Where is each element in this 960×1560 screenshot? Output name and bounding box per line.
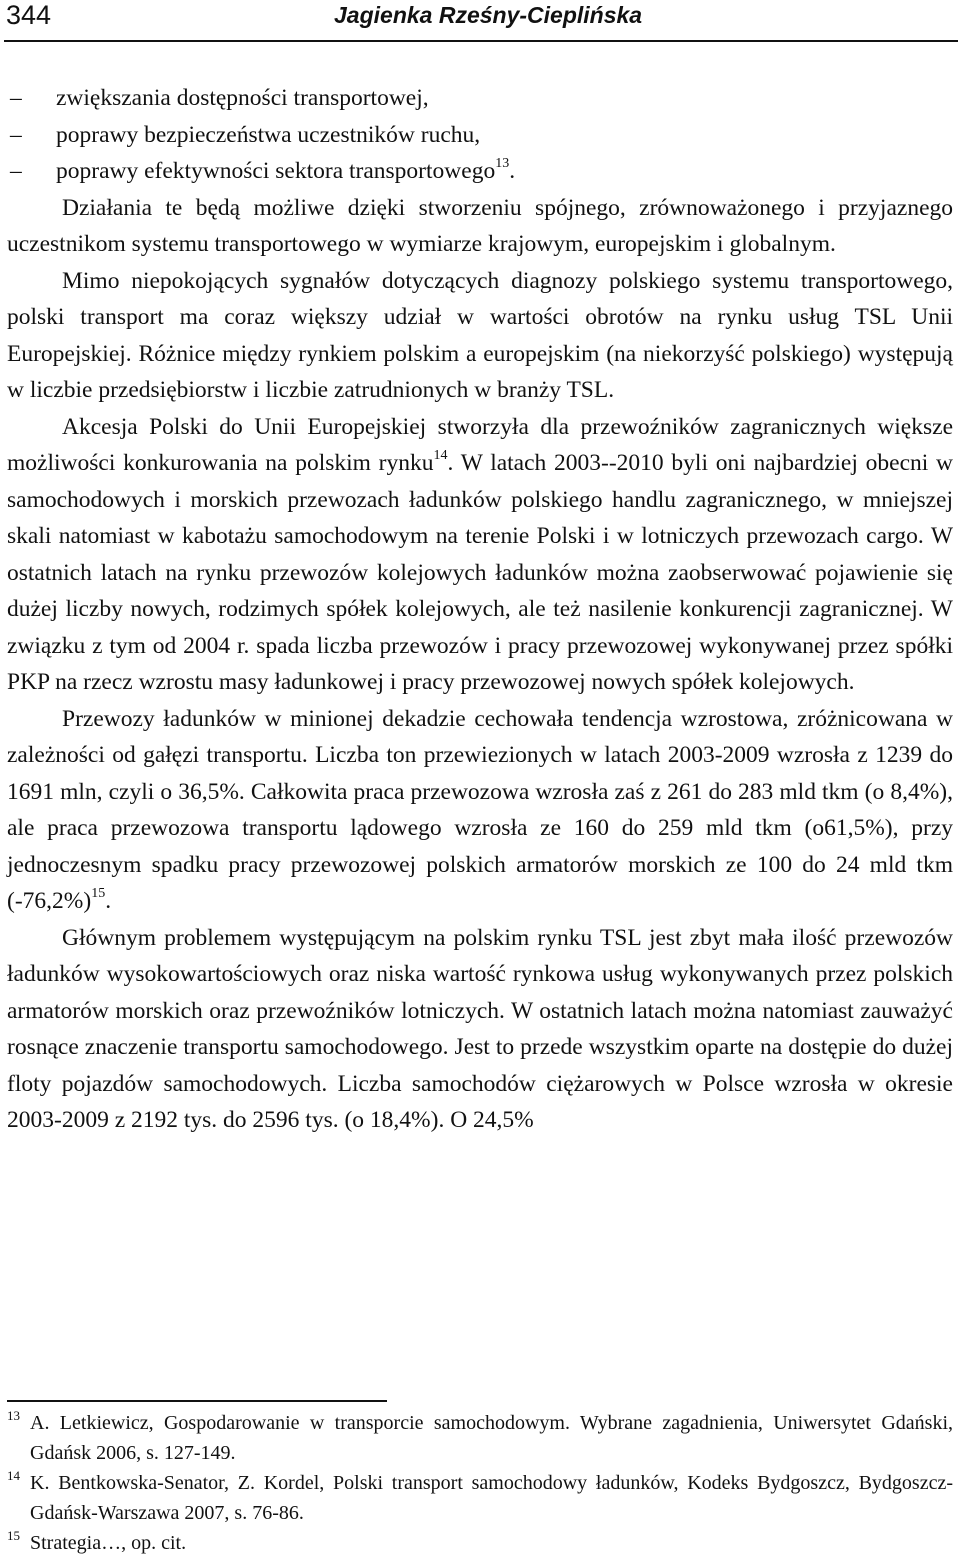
paragraph — [7, 190, 953, 263]
footnote-text: Strategia…, op. cit. — [30, 1532, 187, 1554]
paragraph — [7, 409, 953, 701]
bullet-text: poprawy efektywności sektora transportowego — [56, 158, 496, 184]
paragraph-text: Głównym problemem występującym na polskim rynku TSL jest zbyt mała ilość przewozów ładunków wysokowartościowych oraz niska wartość rynkowa usług wykonywanych przez polskich armatorów morskich oraz przewoźników lotniczych. W ostatnich latach można natomiast zauważyć rosnące znaczenie transportu samochodowego. Jest to przede wszystkim oparte na dostępie do dużej floty pojazdów samochodowych. Liczba samochodów ciężarowych w Polsce wzrosła w okresie 2003-2009 z 2192 tys. do 2596 tys. (o 18,4%). O 24,5% — [7, 924, 953, 1133]
paragraph-text: Działania te będą możliwe dzięki stworzeniu spójnego, zrównoważonego i przyjaznego uczestnikom systemu transportowego w wymiarze krajowym, europejskim i globalnym. — [7, 194, 953, 257]
page-header — [0, 0, 960, 44]
footnotes — [7, 1408, 953, 1560]
bullet-item — [10, 153, 953, 190]
footnote — [7, 1528, 953, 1560]
footnote-text: A. Letkiewicz, Gospodarowanie w transporcie samochodowym. Wybrane zagadnienia, Uniwersytet Gdański, Gdańsk 2006, s. 127-149. — [30, 1412, 953, 1464]
paragraph-text-end: . — [105, 888, 112, 914]
footnote-text: K. Bentkowska-Senator, Z. Kordel, Polski transport samochodowy ładunków, Kodeks Bydgoszcz, Bydgoszcz-Gdańsk-Warszawa 2007, s. 76-86. — [30, 1472, 953, 1524]
footnote-ref: 13 — [495, 156, 510, 172]
bullet-dash: – — [10, 121, 22, 148]
footnote-number: 15 — [7, 1528, 20, 1543]
footnote-number: 14 — [7, 1468, 20, 1483]
page-number: 344 — [6, 0, 52, 30]
footnote-number: 13 — [7, 1408, 20, 1423]
bullet-item — [10, 117, 953, 154]
bullet-text-end: . — [509, 158, 516, 184]
running-title: Jagienka Rześny-Cieplińska — [334, 2, 643, 28]
paragraph — [7, 920, 953, 1139]
footnote — [7, 1468, 953, 1528]
footnote-ref: 15 — [91, 886, 106, 902]
bullet-dash: – — [10, 85, 22, 111]
bullet-dash: – — [10, 158, 22, 184]
footnote-ref: 14 — [433, 448, 448, 464]
footnote — [7, 1408, 953, 1468]
bullet-text: poprawy bezpieczeństwa uczestników ruchu, — [56, 121, 481, 148]
paragraph — [7, 263, 953, 409]
footnote-rule — [7, 1400, 387, 1402]
paragraph — [7, 701, 953, 920]
main-text — [7, 80, 953, 1139]
paragraph-text-cont: . W latach 2003--2010 byli oni najbardziej obecni w samochodowych i morskich przewozach ładunków polskiego handlu zagranicznego, w mniejszej skali natomiast w kabotażu samochodowym na terenie Polski i w lotniczych przewozach cargo. W ostatnich latach na rynku przewozów kolejowych ładunków można zaobserwować pojawienie się dużej liczby nowych, rodzimych spółek kolejowych, ale też nasilenie konkurencji zagranicznej. W związku z tym od 2004 r. spada liczba przewozów i pracy przewozowej wykonywanej przez spółki PKP na rzecz wzrostu masy ładunkowej i pracy przewozowej nowych spółek kolejowych. — [7, 450, 953, 695]
bullet-text: zwiększania dostępności transportowej, — [56, 85, 429, 111]
bullet-item — [10, 80, 953, 117]
paragraph-text: Akcesja Polski do Unii Europejskiej stworzyła dla przewoźników zagranicznych większe możliwości konkurowania na polskim rynku — [7, 413, 953, 476]
paragraph-text: Przewozy ładunków w minionej dekadzie cechowała tendencja wzrostowa, zróżnicowana w zależności od gałęzi transportu. Liczba ton przewiezionych w latach 2003-2009 wzrosła z 1239 do 1691 mln, czyli o 36,5%. Całkowita praca przewozowa wzrosła zaś z 261 do 283 mld tkm (o 8,4%), ale praca przewozowa transportu lądowego wzrosła ze 160 do 259 mld tkm (o61,5%), przy jednoczesnym spadku pracy przewozowej polskich armatorów morskich ze 100 do 24 mld tkm (-76,2%) — [7, 705, 953, 914]
header-rule — [4, 40, 958, 42]
paragraph-text: Mimo niepokojących sygnałów dotyczących diagnozy polskiego systemu transportowego, polski transport ma coraz większy udział w wartości obrotów na rynku usług TSL Unii Europejskiej. Różnice między rynkiem polskim a europejskim (na niekorzyść polskiego) występują w liczbie przedsiębiorstw i liczbie zatrudnionych w branży TSL. — [7, 267, 953, 403]
